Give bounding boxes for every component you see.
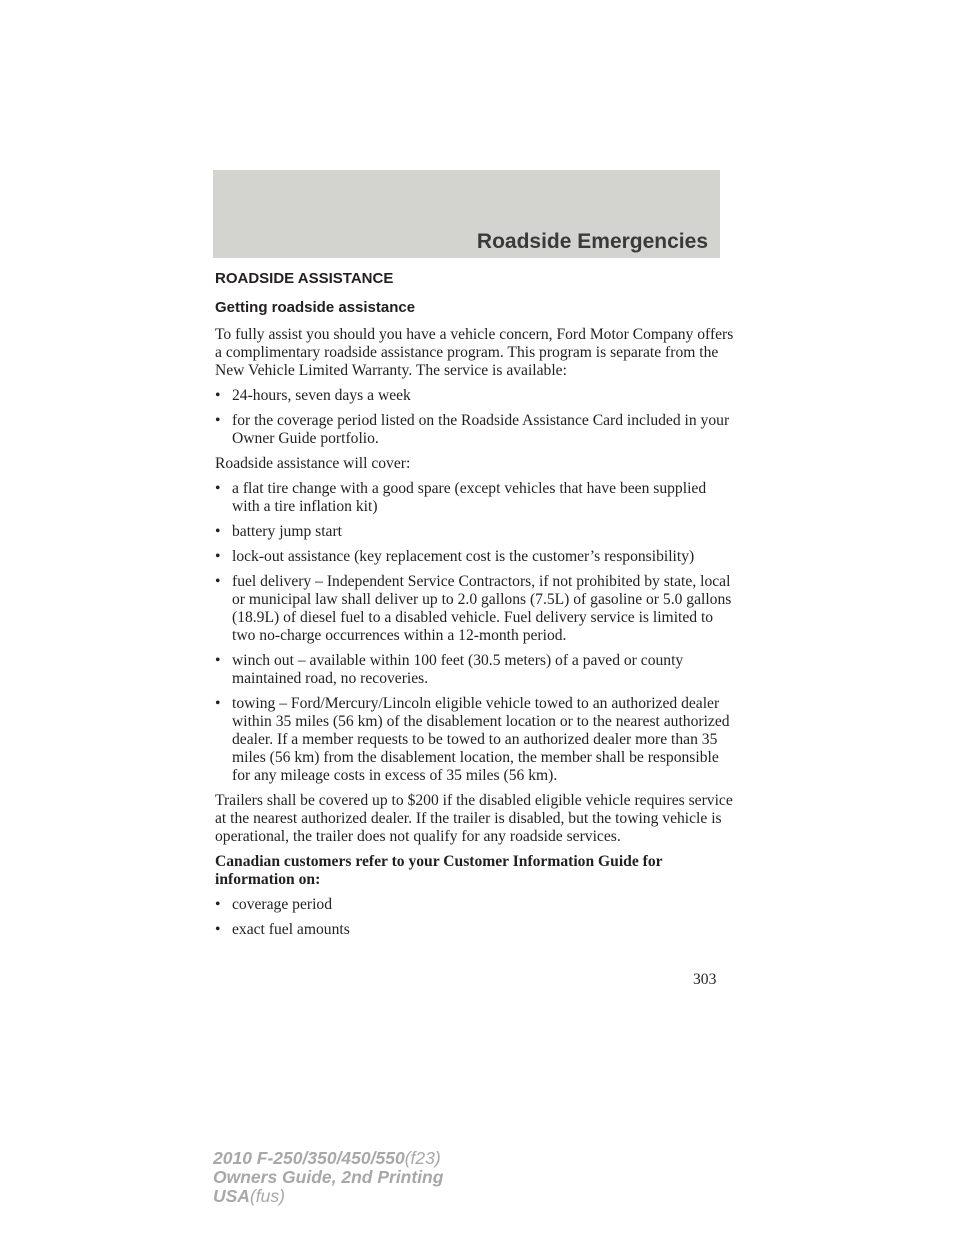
footer-line-2: Owners Guide, 2nd Printing [213,1167,444,1187]
availability-list [215,387,735,448]
list-item: • winch out – available within 100 feet (30.5 meters) of a paved or county maintained road, no recoveries. [215,652,684,687]
list-item: • lock-out assistance (key replacement cost is the customer’s responsibility) [215,548,695,565]
section-title: Roadside Emergencies [476,230,708,253]
intro-paragraph: To fully assist you should you have a vehicle concern, Ford Motor Company offers a complimentary roadside assistance program. This program is separate from the New Vehicle Limited Warranty. The service is available: [215,326,734,379]
bullet-icon: • [215,921,221,938]
bullet-icon: • [215,896,221,913]
page-number: 303 [693,971,717,988]
bullet-icon: • [215,695,221,712]
list-item: • coverage period [215,896,333,913]
trailers-paragraph: Trailers shall be covered up to $200 if the disabled eligible vehicle requires service at the nearest authorized dealer. If the trailer is disabled, but the towing vehicle is operational, the trailer does not qualify for any roadside services. [215,792,733,845]
list-item: • towing – Ford/Mercury/Lincoln eligible vehicle towed to an authorized dealer within 35 miles (56 km) of the disablement location or to the nearest authorized dealer. If a member requests to be towed to an authorized dealer more than 35 miles (56 km) from the disablement location, the member shall be responsible for any mileage costs in excess of 35 miles (56 km). [215,695,730,784]
bullet-icon: • [215,523,221,540]
subheading: Getting roadside assistance [215,299,416,316]
bullet-icon: • [215,480,221,497]
list-item: • battery jump start [215,523,342,540]
coverage-list [215,480,735,785]
print-footer [213,1149,443,1206]
list-item: • fuel delivery – Independent Service Contractors, if not prohibited by state, local or municipal law shall deliver up to 2.0 gallons (7.5L) of gasoline or 5.0 gallons (18.9L) of diesel fuel to a disabled vehicle. Fuel delivery service is limited to two no-charge occurrences within a 12-month period. [215,573,732,644]
bullet-icon: • [215,387,221,404]
footer-line-1: 2010 F-250/350/450/550(f23) [213,1148,441,1168]
cover-intro: Roadside assistance will cover: [215,455,411,472]
heading: ROADSIDE ASSISTANCE [215,270,394,287]
bullet-icon: • [215,412,221,429]
list-item: • for the coverage period listed on the Roadside Assistance Card included in your Owner Guide portfolio. [215,412,730,447]
list-item: • a flat tire change with a good spare (except vehicles that have been supplied with a tire inflation kit) [215,480,707,515]
canadian-list [215,896,735,939]
page-content [215,268,735,939]
footer-line-3: USA(fus) [213,1186,285,1206]
list-item: • exact fuel amounts [215,921,350,938]
canadian-note: Canadian customers refer to your Customer Information Guide for information on: [215,853,663,888]
section-header-band [213,170,720,258]
bullet-icon: • [215,548,221,565]
list-item: • 24-hours, seven days a week [215,387,411,404]
bullet-icon: • [215,573,221,590]
bullet-icon: • [215,652,221,669]
